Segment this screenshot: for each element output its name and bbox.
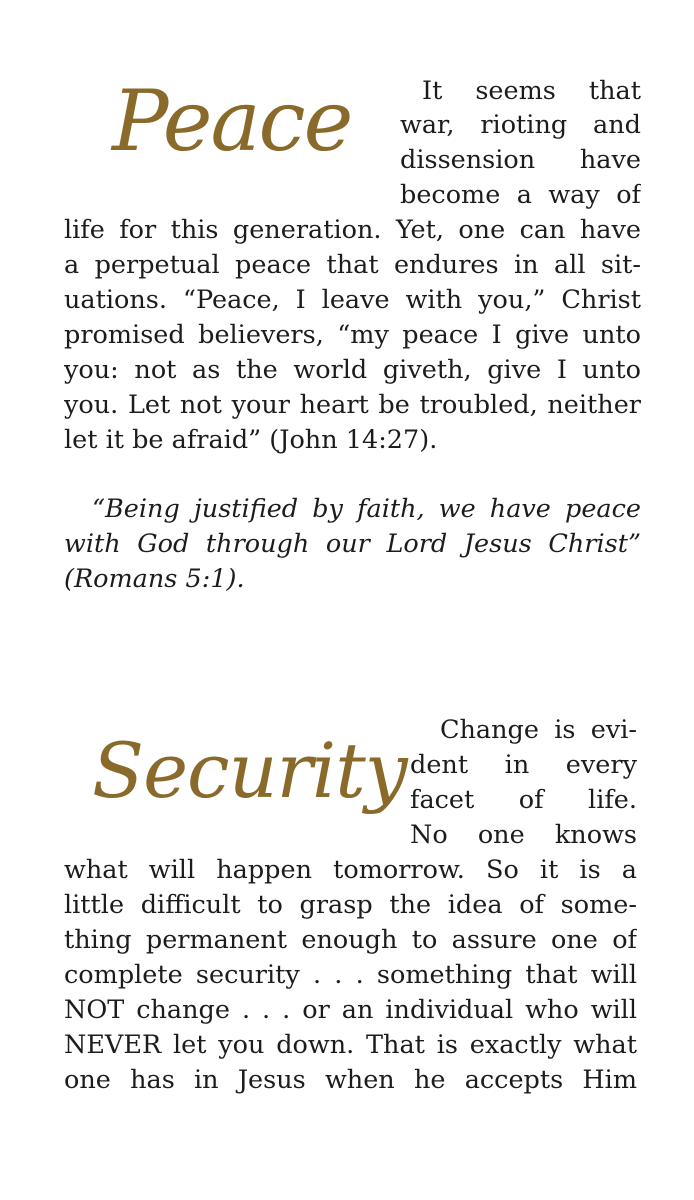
peace-quote-line-1: “Being justified by faith, we have peace <box>92 494 641 524</box>
security-line-5: what will happen tomorrow. So it is a <box>64 855 637 885</box>
security-line-2: dent in every <box>410 750 637 780</box>
security-line-3: facet of life. <box>410 785 637 815</box>
security-line-11: one has in Jesus when he accepts Him <box>64 1065 637 1095</box>
security-line-6: little difficult to grasp the idea of some- <box>64 890 637 920</box>
peace-line-4: become a way of <box>400 180 641 210</box>
peace-quote-line-3: (Romans 5:1). <box>64 564 245 594</box>
security-line-1: Change is evi- <box>440 715 637 745</box>
peace-line-11: let it be afraid” (John 14:27). <box>64 425 438 455</box>
peace-line-6: a perpetual peace that endures in all sit- <box>64 250 641 280</box>
peace-line-5: life for this generation. Yet, one can have <box>64 215 641 245</box>
peace-line-2: war, rioting and <box>400 110 641 140</box>
peace-line-8: promised believers, “my peace I give unto <box>64 320 641 350</box>
peace-line-9: you: not as the world giveth, give I unto <box>64 355 641 385</box>
security-line-10: NEVER let you down. That is exactly what <box>64 1030 637 1060</box>
peace-heading: Peace <box>112 72 352 170</box>
peace-line-1: It seems that <box>422 76 641 106</box>
security-line-4: No one knows <box>410 820 637 850</box>
peace-line-3: dissension have <box>400 145 641 175</box>
security-line-7: thing permanent enough to assure one of <box>64 925 637 955</box>
peace-line-10: you. Let not your heart be troubled, neither <box>64 390 641 420</box>
peace-line-7: uations. “Peace, I leave with you,” Christ <box>64 285 641 315</box>
security-line-9: NOT change . . . or an individual who will <box>64 995 637 1025</box>
security-heading: Security <box>92 726 407 815</box>
peace-quote-line-2: with God through our Lord Jesus Christ” <box>64 529 641 559</box>
security-line-8: complete security . . . something that will <box>64 960 637 990</box>
